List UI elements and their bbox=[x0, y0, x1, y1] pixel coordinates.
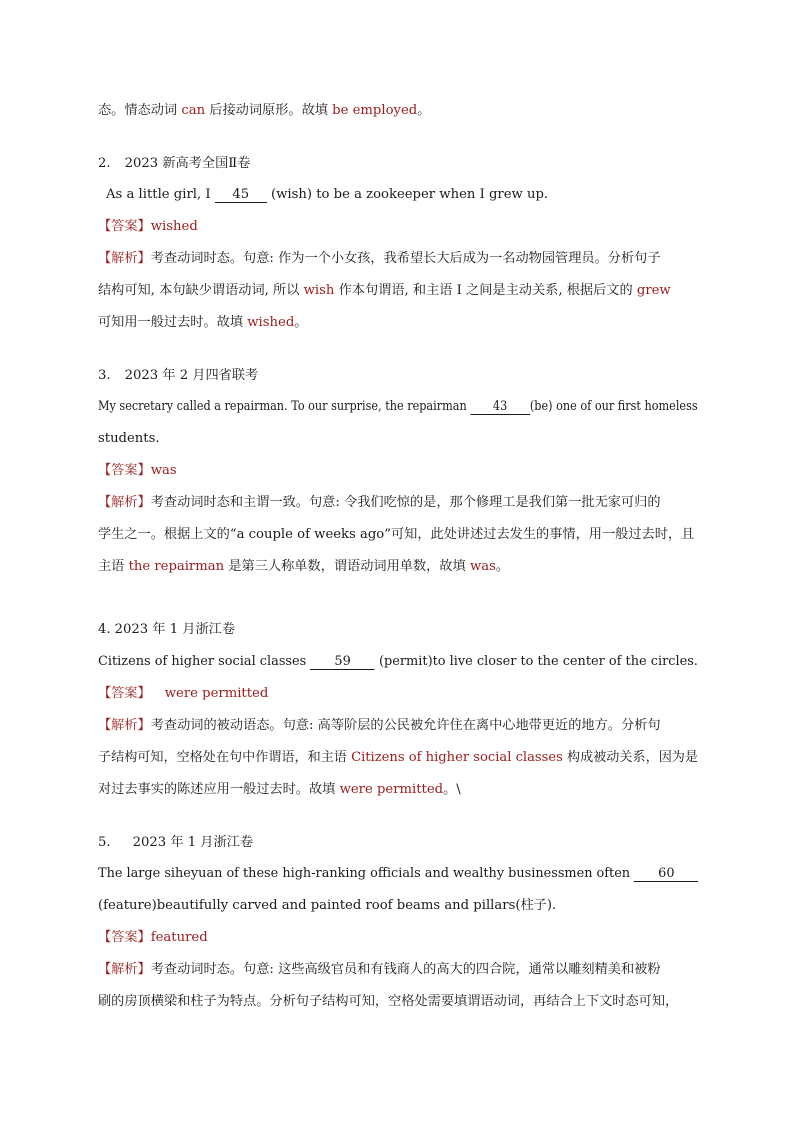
answer-label: 【答案】 bbox=[98, 686, 151, 701]
q4-explanation-text: 考查动词的被动语态。句意: 高等阶层的公民被允许住在离中心地带更近的地方。分析句 bbox=[150, 718, 661, 733]
q3-explanation-text: 主语 bbox=[98, 559, 129, 574]
q4-number: 4. bbox=[98, 622, 111, 637]
q5-explanation-1 bbox=[98, 960, 661, 980]
q2-text: As a little girl, I bbox=[106, 187, 215, 202]
q2-word-grew: grew bbox=[636, 283, 671, 298]
q4-heading bbox=[98, 620, 235, 640]
q2-explanation-text: 可知用一般过去时。故填 bbox=[98, 315, 248, 330]
q3-explanation-text: 是第三人称单数，谓语动词用单数，故填 bbox=[224, 559, 470, 574]
q3-subject: the repairman bbox=[128, 559, 225, 574]
q2-answer-inline: wished bbox=[247, 315, 295, 330]
q3-explanation-1 bbox=[98, 493, 661, 513]
q3-text: (be) one of our first homeless bbox=[529, 399, 698, 414]
answer-label: 【答案】 bbox=[98, 463, 151, 478]
q3-explanation-2 bbox=[98, 525, 694, 545]
q2-sentence bbox=[106, 185, 548, 205]
q5-source: 2023 年 1 月浙江卷 bbox=[132, 835, 254, 850]
q3-answer: was bbox=[150, 463, 177, 478]
q4-explanation-3 bbox=[98, 780, 461, 800]
q5-answer-line bbox=[98, 928, 208, 948]
q5-text: The large siheyuan of these high-ranking officials and wealthy businessmen often bbox=[98, 866, 635, 881]
q5-number: 5. bbox=[98, 835, 111, 850]
q5-explanation-2 bbox=[98, 992, 678, 1012]
q4-explanation-text: 子结构可知，空格处在句中作谓语，和主语 bbox=[98, 750, 352, 765]
q4-blank: 59 bbox=[310, 654, 374, 670]
q4-source: 2023 年 1 月浙江卷 bbox=[114, 622, 236, 637]
explanation-label: 【解析】 bbox=[98, 962, 151, 977]
q2-explanation-text: 结构可知, 本句缺少谓语动词, 所以 bbox=[98, 283, 304, 298]
q3-explanation-3 bbox=[98, 557, 509, 577]
q2-blank: 45 bbox=[215, 187, 267, 203]
intro-text: 。 bbox=[417, 103, 431, 118]
q3-sentence-1 bbox=[98, 397, 698, 417]
intro-text: 态。情态动词 bbox=[98, 103, 182, 118]
q3-explanation-text: 考查动词时态和主谓一致。句意: 令我们吃惊的是，那个修理工是我们第一批无家可归的 bbox=[150, 495, 661, 510]
q2-explanation-text: 作本句谓语, 和主语 I 之间是主动关系, 根据后文的 bbox=[334, 283, 637, 298]
q5-sentence-1 bbox=[98, 864, 698, 884]
q4-sentence bbox=[98, 652, 698, 672]
q2-heading bbox=[98, 154, 250, 174]
q3-sentence-2 bbox=[98, 429, 160, 449]
answer-label: 【答案】 bbox=[98, 219, 151, 234]
q5-text: (feature)beautifully carved and painted roof beams and pillars(柱子). bbox=[98, 898, 557, 913]
q3-heading bbox=[98, 366, 258, 386]
q2-text: (wish) to be a zookeeper when I grew up. bbox=[266, 187, 549, 202]
q5-explanation-text: 刷的房顶横梁和柱子为特点。分析句子结构可知，空格处需要填谓语动词，再结合上下文时态可知， bbox=[98, 994, 679, 1009]
q4-answer-inline: were permitted bbox=[339, 782, 444, 797]
q3-source: 2023 年 2 月四省联考 bbox=[124, 368, 259, 383]
q2-answer: wished bbox=[150, 219, 198, 234]
q4-subject: Citizens of higher social classes bbox=[351, 750, 563, 765]
q4-text: (permit)to live closer to the center of the circles. bbox=[374, 654, 698, 669]
q3-text: students. bbox=[98, 431, 160, 446]
q3-text: My secretary called a repairman. To our surprise, the repairman bbox=[98, 399, 471, 414]
q2-source: 2023 新高考全国Ⅱ卷 bbox=[124, 156, 251, 171]
q5-blank: 60 bbox=[634, 866, 698, 882]
q4-answer: were permitted bbox=[164, 686, 269, 701]
q3-number: 3. bbox=[98, 368, 111, 383]
q4-explanation-text: 构成被动关系，因为是 bbox=[562, 750, 699, 765]
q4-explanation-text: 。\ bbox=[443, 782, 461, 797]
q2-explanation-text: 考查动词时态。句意: 作为一个小女孩，我希望长大后成为一名动物园管理员。分析句子 bbox=[150, 251, 661, 266]
q4-explanation-text: 对过去事实的陈述应用一般过去时。故填 bbox=[98, 782, 340, 797]
explanation-label: 【解析】 bbox=[98, 495, 151, 510]
q3-answer-inline: was bbox=[469, 559, 496, 574]
q3-explanation-text: 。 bbox=[495, 559, 510, 574]
q3-answer-line bbox=[98, 461, 177, 481]
q5-explanation-text: 考查动词时态。句意: 这些高级官员和有钱商人的高大的四合院，通常以雕刻精美和被粉 bbox=[150, 962, 661, 977]
q2-explanation-3 bbox=[98, 313, 307, 333]
q2-word-wish: wish bbox=[303, 283, 335, 298]
answer-label: 【答案】 bbox=[98, 930, 151, 945]
q2-explanation-2 bbox=[98, 281, 671, 301]
q4-explanation-1 bbox=[98, 716, 661, 736]
intro-answer: be employed bbox=[332, 103, 418, 118]
intro-tail-line bbox=[98, 101, 430, 121]
q5-heading bbox=[98, 833, 253, 853]
q2-explanation-1 bbox=[98, 249, 661, 269]
q5-sentence-2 bbox=[98, 896, 556, 916]
q3-explanation-text: 学生之一。根据上文的“a couple of weeks ago”可知，此处讲述过去发生的事情，用一般过去时，且 bbox=[98, 527, 695, 542]
q2-number: 2. bbox=[98, 156, 111, 171]
q5-answer: featured bbox=[150, 930, 208, 945]
intro-text: 后接动词原形。故填 bbox=[205, 103, 333, 118]
q4-text: Citizens of higher social classes bbox=[98, 654, 311, 669]
q2-explanation-text: 。 bbox=[294, 315, 308, 330]
explanation-label: 【解析】 bbox=[98, 718, 151, 733]
q3-blank: 43 bbox=[470, 399, 530, 415]
q4-explanation-2 bbox=[98, 748, 698, 768]
q4-answer-line bbox=[98, 684, 268, 704]
q2-answer-line bbox=[98, 217, 198, 237]
explanation-label: 【解析】 bbox=[98, 251, 151, 266]
intro-word-can: can bbox=[181, 103, 206, 118]
